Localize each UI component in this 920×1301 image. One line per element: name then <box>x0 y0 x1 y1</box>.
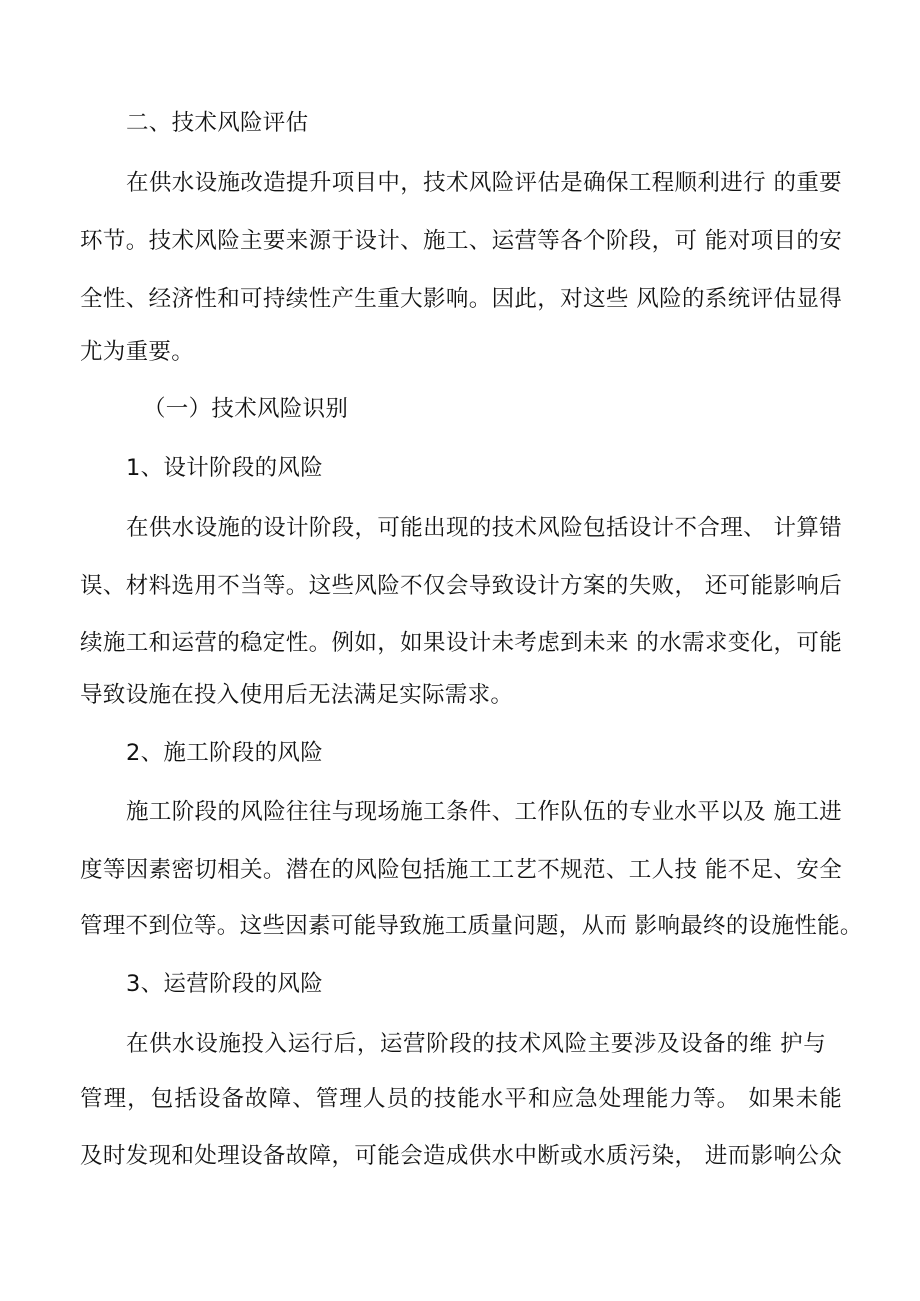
paragraph-line: 尤为重要。 <box>80 339 195 365</box>
paragraph-line: 环节。技术风险主要来源于设计、施工、运营等各个阶段，可 能对项目的安 <box>80 228 842 254</box>
item-heading: 3、运营阶段的风险 <box>126 971 324 997</box>
paragraph-line: 在供水设施的设计阶段，可能出现的技术风险包括设计不合理、 计算错 <box>126 515 842 541</box>
paragraph-line: 管理不到位等。这些因素可能导致施工质量问题，从而 影响最终的设施性能。 <box>80 913 863 939</box>
section-heading: 二、技术风险评估 <box>126 110 309 136</box>
paragraph-line: 及时发现和处理设备故障，可能会造成供水中断或水质污染， 进而影响公众 <box>80 1143 842 1169</box>
subsection-heading: （一）技术风险识别 <box>143 396 349 422</box>
paragraph-line: 度等因素密切相关。潜在的风险包括施工工艺不规范、工人技 能不足、安全 <box>80 857 842 883</box>
paragraph-line: 在供水设施投入运行后，运营阶段的技术风险主要涉及设备的维 护与 <box>126 1031 826 1057</box>
paragraph-line: 管理，包括设备故障、管理人员的技能水平和应急处理能力等。 如果未能 <box>80 1086 842 1112</box>
paragraph-line: 全性、经济性和可持续性产生重大影响。因此，对这些 风险的系统评估显得 <box>80 286 842 312</box>
paragraph-line: 在供水设施改造提升项目中，技术风险评估是确保工程顺利进行 的重要 <box>126 170 842 196</box>
item-heading: 1、设计阶段的风险 <box>126 455 324 481</box>
paragraph-line: 误、材料选用不当等。这些风险不仅会导致设计方案的失败， 还可能影响后 <box>80 573 842 599</box>
item-heading: 2、施工阶段的风险 <box>126 740 324 766</box>
paragraph-line: 施工阶段的风险往往与现场施工条件、工作队伍的专业水平以及 施工进 <box>126 799 842 825</box>
paragraph-line: 续施工和运营的稳定性。例如，如果设计未考虑到未来 的水需求变化，可能 <box>80 630 842 656</box>
paragraph-line: 导致设施在投入使用后无法满足实际需求。 <box>80 682 514 708</box>
